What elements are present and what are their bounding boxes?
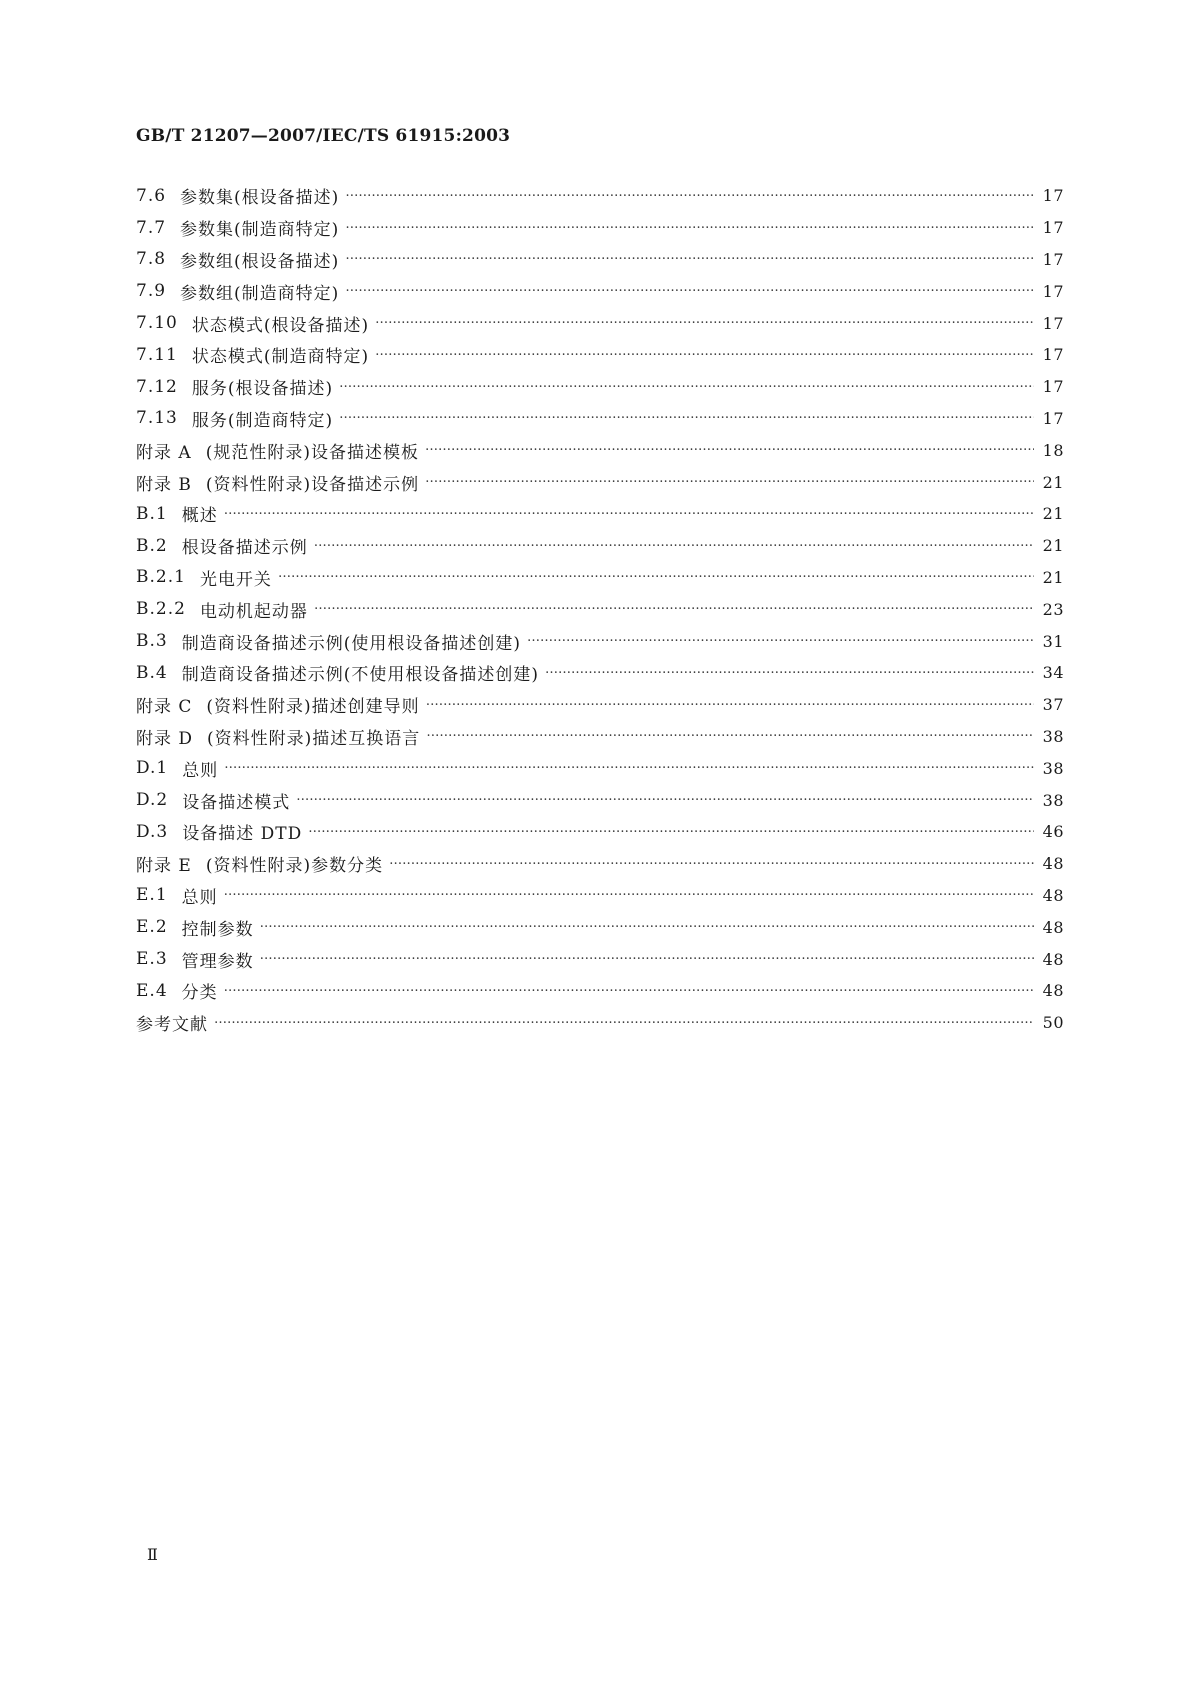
toc-dot-leader bbox=[224, 886, 1034, 904]
toc-entry[interactable] bbox=[136, 689, 1064, 721]
toc-dot-leader bbox=[296, 791, 1034, 809]
toc-dot-leader bbox=[224, 505, 1034, 523]
toc-entry-title: 根设备描述示例 bbox=[181, 538, 308, 559]
toc-entry-page: 48 bbox=[1042, 949, 1064, 969]
toc-entry[interactable] bbox=[136, 307, 1064, 339]
toc-entry-number: 附录 B bbox=[136, 474, 192, 495]
toc-entry[interactable] bbox=[136, 434, 1064, 466]
toc-entry-title: 参考文献 bbox=[136, 1015, 208, 1036]
toc-entry-title: 状态模式(根设备描述) bbox=[191, 315, 370, 336]
toc-dot-leader bbox=[260, 950, 1034, 968]
toc-entry-title: 设备描述 DTD bbox=[182, 824, 303, 845]
toc-entry[interactable] bbox=[136, 721, 1064, 753]
toc-entry-page: 34 bbox=[1042, 663, 1064, 683]
toc-entry-page: 21 bbox=[1042, 567, 1064, 587]
toc-entry[interactable] bbox=[136, 498, 1064, 530]
toc-entry-page: 17 bbox=[1042, 249, 1064, 269]
toc-entry-title: 总则 bbox=[182, 760, 219, 781]
toc-dot-leader bbox=[527, 632, 1034, 650]
toc-entry-number: E.1 bbox=[136, 885, 168, 906]
toc-entry-page: 17 bbox=[1042, 281, 1064, 301]
toc-entry-title: 参数组(制造商特定) bbox=[180, 283, 340, 304]
toc-entry[interactable] bbox=[136, 530, 1064, 562]
toc-dot-leader bbox=[345, 282, 1034, 300]
toc-entry[interactable] bbox=[136, 657, 1064, 689]
toc-entry-number: 7.9 bbox=[136, 281, 167, 302]
toc-entry-title: (资料性附录)描述互换语言 bbox=[207, 728, 421, 749]
toc-entry-number: B.1 bbox=[136, 503, 168, 524]
toc-entry-number: 7.11 bbox=[136, 344, 178, 365]
toc-entry-number: 7.13 bbox=[136, 408, 178, 429]
toc-dot-leader bbox=[308, 823, 1034, 841]
toc-entry[interactable] bbox=[136, 244, 1064, 276]
toc-dot-leader bbox=[314, 537, 1034, 555]
page-number: Ⅱ bbox=[147, 1545, 158, 1564]
toc-entry-title: 光电开关 bbox=[199, 569, 272, 590]
toc-entry[interactable] bbox=[136, 371, 1064, 403]
toc-entry-title: 概述 bbox=[181, 506, 218, 527]
toc-entry-page: 23 bbox=[1042, 599, 1064, 619]
toc-entry[interactable] bbox=[136, 880, 1064, 912]
toc-dot-leader bbox=[545, 664, 1034, 682]
toc-dot-leader bbox=[339, 378, 1034, 396]
toc-dot-leader bbox=[375, 346, 1034, 364]
toc-dot-leader bbox=[224, 982, 1034, 1000]
toc-dot-leader bbox=[375, 314, 1034, 332]
toc-dot-leader bbox=[425, 473, 1034, 491]
toc-dot-leader bbox=[389, 855, 1034, 873]
toc-dot-leader bbox=[425, 441, 1034, 459]
toc-entry[interactable] bbox=[136, 275, 1064, 307]
toc-entry[interactable] bbox=[136, 848, 1064, 880]
table-of-contents bbox=[136, 180, 1064, 1039]
toc-entry[interactable] bbox=[136, 1007, 1064, 1039]
toc-entry-page: 48 bbox=[1042, 981, 1064, 1001]
toc-dot-leader bbox=[260, 918, 1034, 936]
toc-entry[interactable] bbox=[136, 784, 1064, 816]
toc-entry-title: 设备描述模式 bbox=[182, 792, 291, 813]
toc-entry-number: 7.10 bbox=[136, 313, 178, 334]
toc-entry-title: 状态模式(制造商特定) bbox=[191, 347, 370, 368]
toc-entry-page: 38 bbox=[1042, 758, 1064, 778]
toc-entry-title: (规范性附录)设备描述模板 bbox=[205, 442, 419, 463]
toc-entry[interactable] bbox=[136, 180, 1064, 212]
toc-entry-page: 48 bbox=[1042, 885, 1064, 905]
toc-entry[interactable] bbox=[136, 911, 1064, 943]
toc-entry-number: D.3 bbox=[136, 821, 169, 842]
toc-entry[interactable] bbox=[136, 625, 1064, 657]
toc-entry-title: 制造商设备描述示例(不使用根设备描述创建) bbox=[181, 665, 539, 686]
toc-entry[interactable] bbox=[136, 943, 1064, 975]
toc-entry-number: B.2.1 bbox=[136, 567, 186, 588]
toc-entry[interactable] bbox=[136, 816, 1064, 848]
toc-entry-number: D.1 bbox=[136, 758, 169, 779]
toc-entry-page: 38 bbox=[1042, 790, 1064, 810]
toc-entry-page: 48 bbox=[1042, 854, 1064, 874]
toc-entry-number: E.4 bbox=[136, 980, 168, 1001]
toc-entry-page: 17 bbox=[1042, 186, 1064, 206]
toc-entry-number: 附录 C bbox=[136, 697, 193, 718]
toc-entry[interactable] bbox=[136, 466, 1064, 498]
toc-dot-leader bbox=[278, 568, 1034, 586]
toc-entry-number: 7.8 bbox=[136, 249, 167, 270]
toc-entry-title: 服务(根设备描述) bbox=[191, 379, 334, 400]
toc-dot-leader bbox=[345, 250, 1034, 268]
toc-entry-title: 控制参数 bbox=[181, 919, 254, 940]
toc-entry-title: 管理参数 bbox=[181, 951, 254, 972]
toc-entry-number: E.2 bbox=[136, 917, 168, 938]
toc-entry-title: 分类 bbox=[181, 983, 218, 1004]
toc-entry-number: B.2.2 bbox=[136, 599, 186, 620]
toc-entry-title: (资料性附录)参数分类 bbox=[205, 856, 384, 877]
toc-entry-title: 服务(制造商特定) bbox=[191, 410, 334, 431]
toc-entry[interactable] bbox=[136, 975, 1064, 1007]
toc-entry-number: 7.12 bbox=[136, 376, 178, 397]
toc-entry-number: 7.7 bbox=[136, 217, 167, 238]
toc-entry-page: 18 bbox=[1042, 440, 1064, 460]
toc-entry-page: 17 bbox=[1042, 377, 1064, 397]
toc-dot-leader bbox=[224, 759, 1034, 777]
toc-entry[interactable] bbox=[136, 403, 1064, 435]
toc-entry-number: B.3 bbox=[136, 631, 168, 652]
toc-entry-page: 48 bbox=[1042, 917, 1064, 937]
toc-entry-title: (资料性附录)设备描述示例 bbox=[205, 474, 420, 495]
toc-entry-number: B.2 bbox=[136, 535, 168, 556]
standard-number-header: GB/T 21207—2007/IEC/TS 61915:2003 bbox=[136, 126, 511, 146]
toc-dot-leader bbox=[339, 409, 1034, 427]
toc-entry-number: 附录 E bbox=[136, 856, 192, 877]
toc-dot-leader bbox=[345, 187, 1034, 205]
toc-dot-leader bbox=[345, 219, 1034, 237]
toc-entry-number: E.3 bbox=[136, 949, 168, 970]
toc-entry-title: 参数组(根设备描述) bbox=[180, 251, 340, 272]
toc-entry-number: B.4 bbox=[136, 662, 168, 683]
toc-entry-page: 38 bbox=[1042, 726, 1064, 746]
toc-entry-page: 17 bbox=[1042, 218, 1064, 238]
toc-entry-number: 7.6 bbox=[136, 185, 167, 206]
toc-entry-title: 参数集(根设备描述) bbox=[180, 188, 340, 209]
toc-entry-title: (资料性附录)描述创建导则 bbox=[206, 697, 420, 718]
toc-entry-page: 31 bbox=[1042, 631, 1064, 651]
toc-entry-page: 17 bbox=[1042, 408, 1064, 428]
toc-entry-page: 21 bbox=[1042, 504, 1064, 524]
toc-entry-page: 17 bbox=[1042, 345, 1064, 365]
toc-entry-page: 46 bbox=[1042, 822, 1064, 842]
toc-entry-page: 21 bbox=[1042, 536, 1064, 556]
toc-entry[interactable] bbox=[136, 593, 1064, 625]
toc-entry-page: 37 bbox=[1042, 695, 1064, 715]
toc-entry-title: 参数集(制造商特定) bbox=[180, 220, 340, 241]
toc-dot-leader bbox=[314, 600, 1034, 618]
toc-entry-page: 21 bbox=[1042, 472, 1064, 492]
toc-entry[interactable] bbox=[136, 752, 1064, 784]
toc-entry-title: 总则 bbox=[181, 887, 218, 908]
toc-entry-number: D.2 bbox=[136, 790, 169, 811]
toc-entry-title: 电动机起动器 bbox=[199, 601, 308, 622]
toc-entry-page: 50 bbox=[1042, 1013, 1064, 1033]
toc-entry[interactable] bbox=[136, 339, 1064, 371]
toc-dot-leader bbox=[426, 696, 1034, 714]
toc-entry[interactable] bbox=[136, 562, 1064, 594]
toc-dot-leader bbox=[426, 727, 1034, 745]
toc-entry-number: 附录 D bbox=[136, 728, 194, 749]
toc-entry-number: 附录 A bbox=[136, 442, 192, 463]
toc-entry[interactable] bbox=[136, 212, 1064, 244]
toc-entry-title: 制造商设备描述示例(使用根设备描述创建) bbox=[181, 633, 521, 654]
toc-dot-leader bbox=[214, 1014, 1034, 1032]
toc-entry-page: 17 bbox=[1042, 313, 1064, 333]
